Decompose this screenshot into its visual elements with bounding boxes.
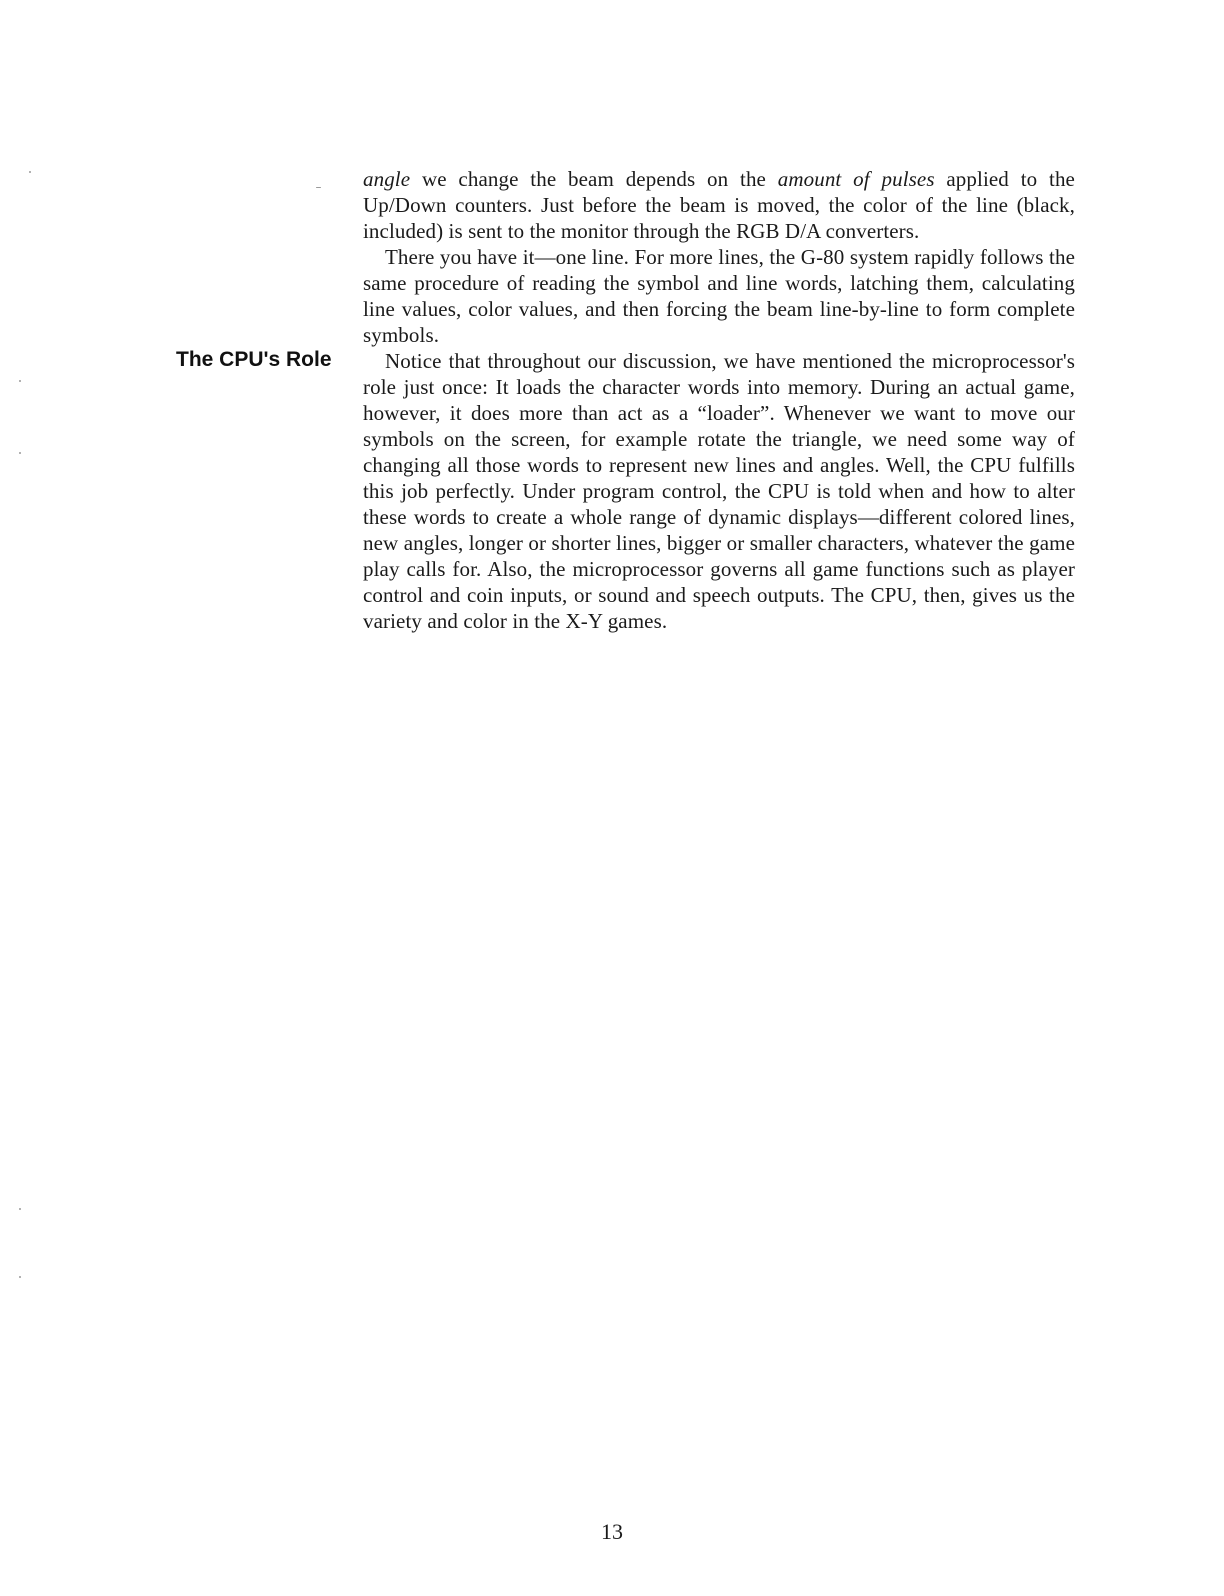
italic-term-amount-of-pulses: amount of pulses	[777, 167, 935, 191]
scan-speck	[19, 1276, 21, 1278]
italic-term-angle: angle	[363, 167, 411, 191]
page-number: 13	[601, 1519, 623, 1544]
paragraph-one-line: There you have it—one line. For more lines, the G-80 system rapidly follows the same procedure of reading the symbol and line words, latching them, calculating line values, color values, and then forcing the beam line-by-line to form complete symbols.	[363, 245, 1075, 347]
scan-speck	[316, 187, 321, 188]
paragraph-text: we change the beam depends on the	[410, 167, 778, 191]
scan-speck	[29, 171, 31, 173]
paragraph-text: applied to the Up/Down counters. Just before the beam is moved, the color of the line (black, included) is sent to the monitor through the RGB D/A converters.	[363, 167, 1075, 243]
scan-speck	[19, 1208, 21, 1210]
paragraph-continued	[363, 166, 1075, 244]
section-sidehead: The CPU's Role	[176, 348, 332, 371]
body-text-column	[363, 166, 1075, 634]
scan-speck	[19, 380, 21, 382]
paragraph-cpu-role: Notice that throughout our discussion, we have mentioned the microprocessor's role just once: It loads the character words into memory. During an actual game, however, it does more than act as a “loader”. Whenever we want to move our symbols on the screen, for example rotate the triangle, we need some way of changing all those words to represent new lines and angles. Well, the CPU fulfills this job perfectly. Under program control, the CPU is told when and how to alter these words to create a whole range of dynamic displays—different colored lines, new angles, longer or shorter lines, bigger or smaller characters, whatever the game play calls for. Also, the microprocessor governs all game functions such as player control and coin inputs, or sound and speech outputs. The CPU, then, gives us the variety and color in the X-Y games.	[363, 349, 1075, 633]
scan-speck	[19, 452, 21, 454]
